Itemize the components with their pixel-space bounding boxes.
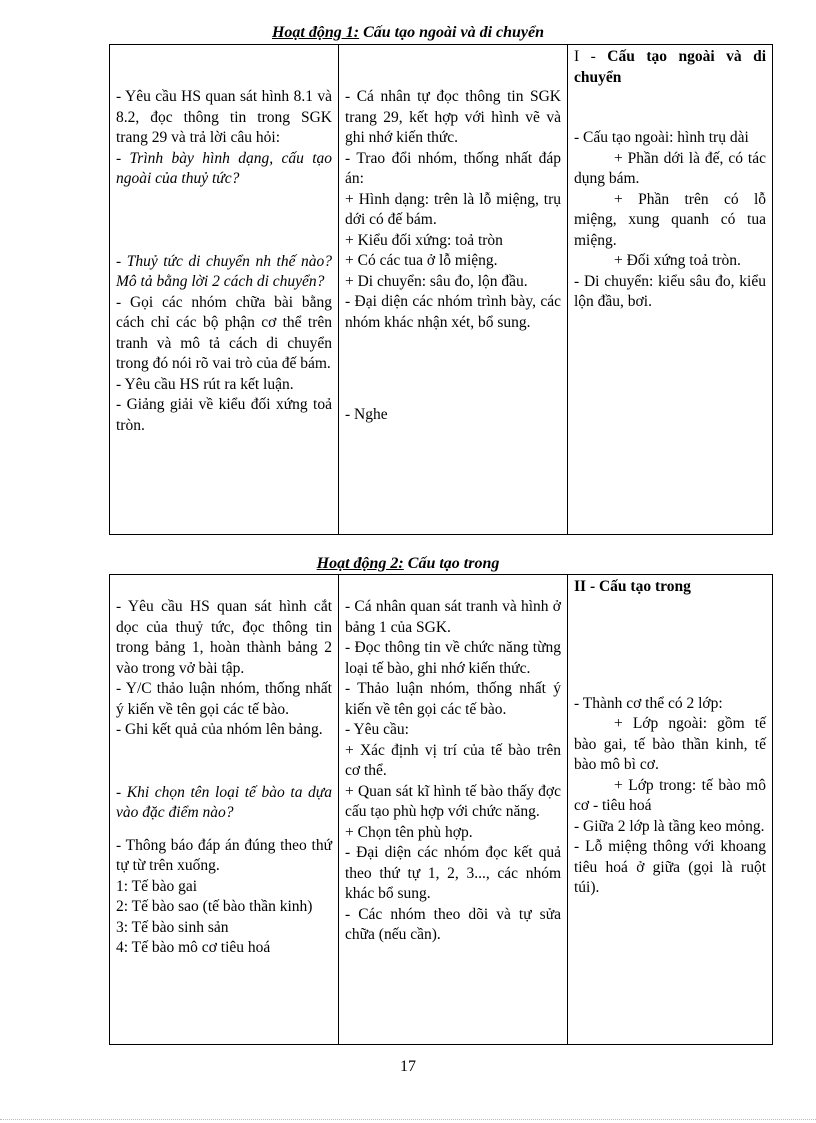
activity2-heading (0, 555, 816, 573)
a2-student-col (339, 575, 568, 1045)
a1-c2-p3: + Kiểu đối xứng: toả tròn (345, 231, 503, 249)
a2-c2-p4: + Xác định vị trí của tế bào trên cơ thể. (345, 741, 561, 779)
a1-c2-p0: - Cá nhân tự đọc thông tin SGK trang 29, kết hợp với hình vẽ và ghi nhớ kiến thức. (345, 88, 561, 146)
activity1-heading-title: Cấu tạo ngoài và di chuyển (359, 24, 545, 41)
a2-c1-p6: 2: Tế bào sao (tế bào thần kinh) (116, 898, 313, 915)
activity2-heading-title: Cấu tạo trong (403, 555, 500, 572)
a1-teacher-col (110, 45, 339, 535)
activity1-heading (0, 24, 816, 42)
a2-c1-p4: - Thông báo đáp án đúng theo thứ tự từ trên xuống. (116, 836, 332, 874)
a2-c2-p8: - Các nhóm theo dõi và tự sửa chữa (nếu cần). (345, 905, 561, 943)
a1-c2-p7: - Nghe (345, 406, 388, 423)
a1-student-col (339, 45, 568, 535)
a1-c1-p0: - Yêu cầu HS quan sát hình 8.1 và 8.2, đọc thông tin trong SGK trang 29 và trả lời câu hỏi: (116, 88, 332, 146)
a2-c3-p1: + Lớp ngoài: gồm tế bào gai, tế bào thần kinh, tế bào mô bì cơ. (574, 715, 766, 773)
a2-c2-p1: - Đọc thông tin về chức năng từng loại tế bào, ghi nhớ kiến thức. (345, 639, 561, 677)
a2-c3-p4: - Lỗ miệng thông với khoang tiêu hoá ở giữa (gọi là ruột túi). (574, 838, 766, 896)
a2-c2-p7: - Đại diện các nhóm đọc kết quả theo thứ tự 1, 2, 3..., các nhóm khác bổ sung. (345, 844, 561, 902)
a2-c2-p5: + Quan sát kĩ hình tế bào thấy đợc cấu tạo phù hợp với chức năng. (345, 782, 561, 820)
page-number: 17 (400, 1058, 416, 1075)
a1-content-col (568, 45, 773, 535)
a2-c3-p0: - Thành cơ thể có 2 lớp: (574, 694, 723, 712)
a2-c1-p0: - Yêu cầu HS quan sát hình cắt dọc của thuỷ tức, đọc thông tin trong bảng 1, hoàn thành bảng 2 vào trong vở bài tập. (116, 598, 332, 677)
footer-divider (0, 1119, 816, 1120)
a2-c1-p3: - Khi chọn tên loại tế bào ta dựa vào đặc điểm nào? (116, 783, 332, 821)
a1-c2-p1: - Trao đổi nhóm, thống nhất đáp án: (345, 149, 561, 187)
a2-c1-p8: 4: Tế bào mô cơ tiêu hoá (116, 939, 271, 956)
a1-c2-p2: + Hình dạng: trên là lỗ miệng, trụ dới có đế bám. (345, 190, 561, 228)
a1-c3-p4: - Di chuyển: kiểu sâu đo, kiểu lộn đầu, bơi. (574, 272, 766, 310)
a2-c3-p2: + Lớp trong: tế bào mô cơ - tiêu hoá (574, 776, 766, 814)
activity2-table (109, 574, 773, 1045)
a1-c3-title-text: Cấu tạo ngoài và di chuyển (574, 48, 766, 86)
a1-c1-p2: - Thuỷ tức di chuyển nh thế nào? Mô tả bằng lời 2 cách di chuyển? (116, 252, 332, 290)
a2-c2-p3: - Yêu cầu: (345, 721, 409, 738)
a1-c1-p1: - Trình bày hình dạng, cấu tạo ngoài của thuỷ tức? (116, 149, 332, 187)
a2-c1-p5: 1: Tế bào gai (116, 877, 198, 895)
a2-c3-title: II - Cấu tạo trong (574, 578, 691, 595)
a1-c1-p4: - Yêu cầu HS rút ra kết luận. (116, 375, 294, 393)
a1-c3-title-prefix: I - (574, 48, 608, 65)
a1-c2-p5: + Di chuyển: sâu đo, lộn đầu. (345, 272, 528, 290)
a2-teacher-col (110, 575, 339, 1045)
activity2-heading-label: Hoạt động 2: (316, 555, 404, 572)
a1-c3-p0: - Cấu tạo ngoài: hình trụ dài (574, 129, 749, 146)
activity1-heading-label: Hoạt động 1: (271, 24, 360, 41)
a1-c1-p5: - Giảng giải về kiểu đối xứng toả tròn. (116, 396, 332, 434)
a2-c2-p2: - Thảo luận nhóm, thống nhất ý kiến về tên gọi các tế bào. (345, 680, 561, 718)
activity1-table (109, 44, 773, 535)
a1-c2-p4: + Có các tua ở lỗ miệng. (345, 252, 498, 269)
a2-c1-p1: - Y/C thảo luận nhóm, thống nhất ý kiến về tên gọi các tế bào. (116, 680, 332, 718)
a2-c1-p7: 3: Tế bào sinh sản (116, 918, 229, 936)
a2-c2-p6: + Chọn tên phù hợp. (345, 823, 473, 841)
a1-c3-title (574, 47, 766, 88)
a2-c1-p2: - Ghi kết quả của nhóm lên bảng. (116, 721, 323, 738)
a1-c3-p3: + Đối xứng toả tròn. (614, 252, 741, 269)
a2-c3-p3: - Giữa 2 lớp là tầng keo mỏng. (574, 817, 765, 835)
a2-content-col (568, 575, 773, 1045)
a1-c1-p3: - Gọi các nhóm chữa bài bằng cách chỉ các bộ phận cơ thể trên tranh và mô tả cách di chuyển trong đó nói rõ vai trò của đế bám. (116, 293, 332, 372)
a2-c2-p0: - Cá nhân quan sát tranh và hình ở bảng 1 của SGK. (345, 598, 561, 636)
a1-c3-p1: + Phần dới là đế, có tác dụng bám. (574, 149, 766, 187)
a1-c3-p2: + Phần trên có lỗ miệng, xung quanh có tua miệng. (574, 190, 766, 249)
a1-c2-p6: - Đại diện các nhóm trình bày, các nhóm khác nhận xét, bổ sung. (345, 293, 561, 331)
